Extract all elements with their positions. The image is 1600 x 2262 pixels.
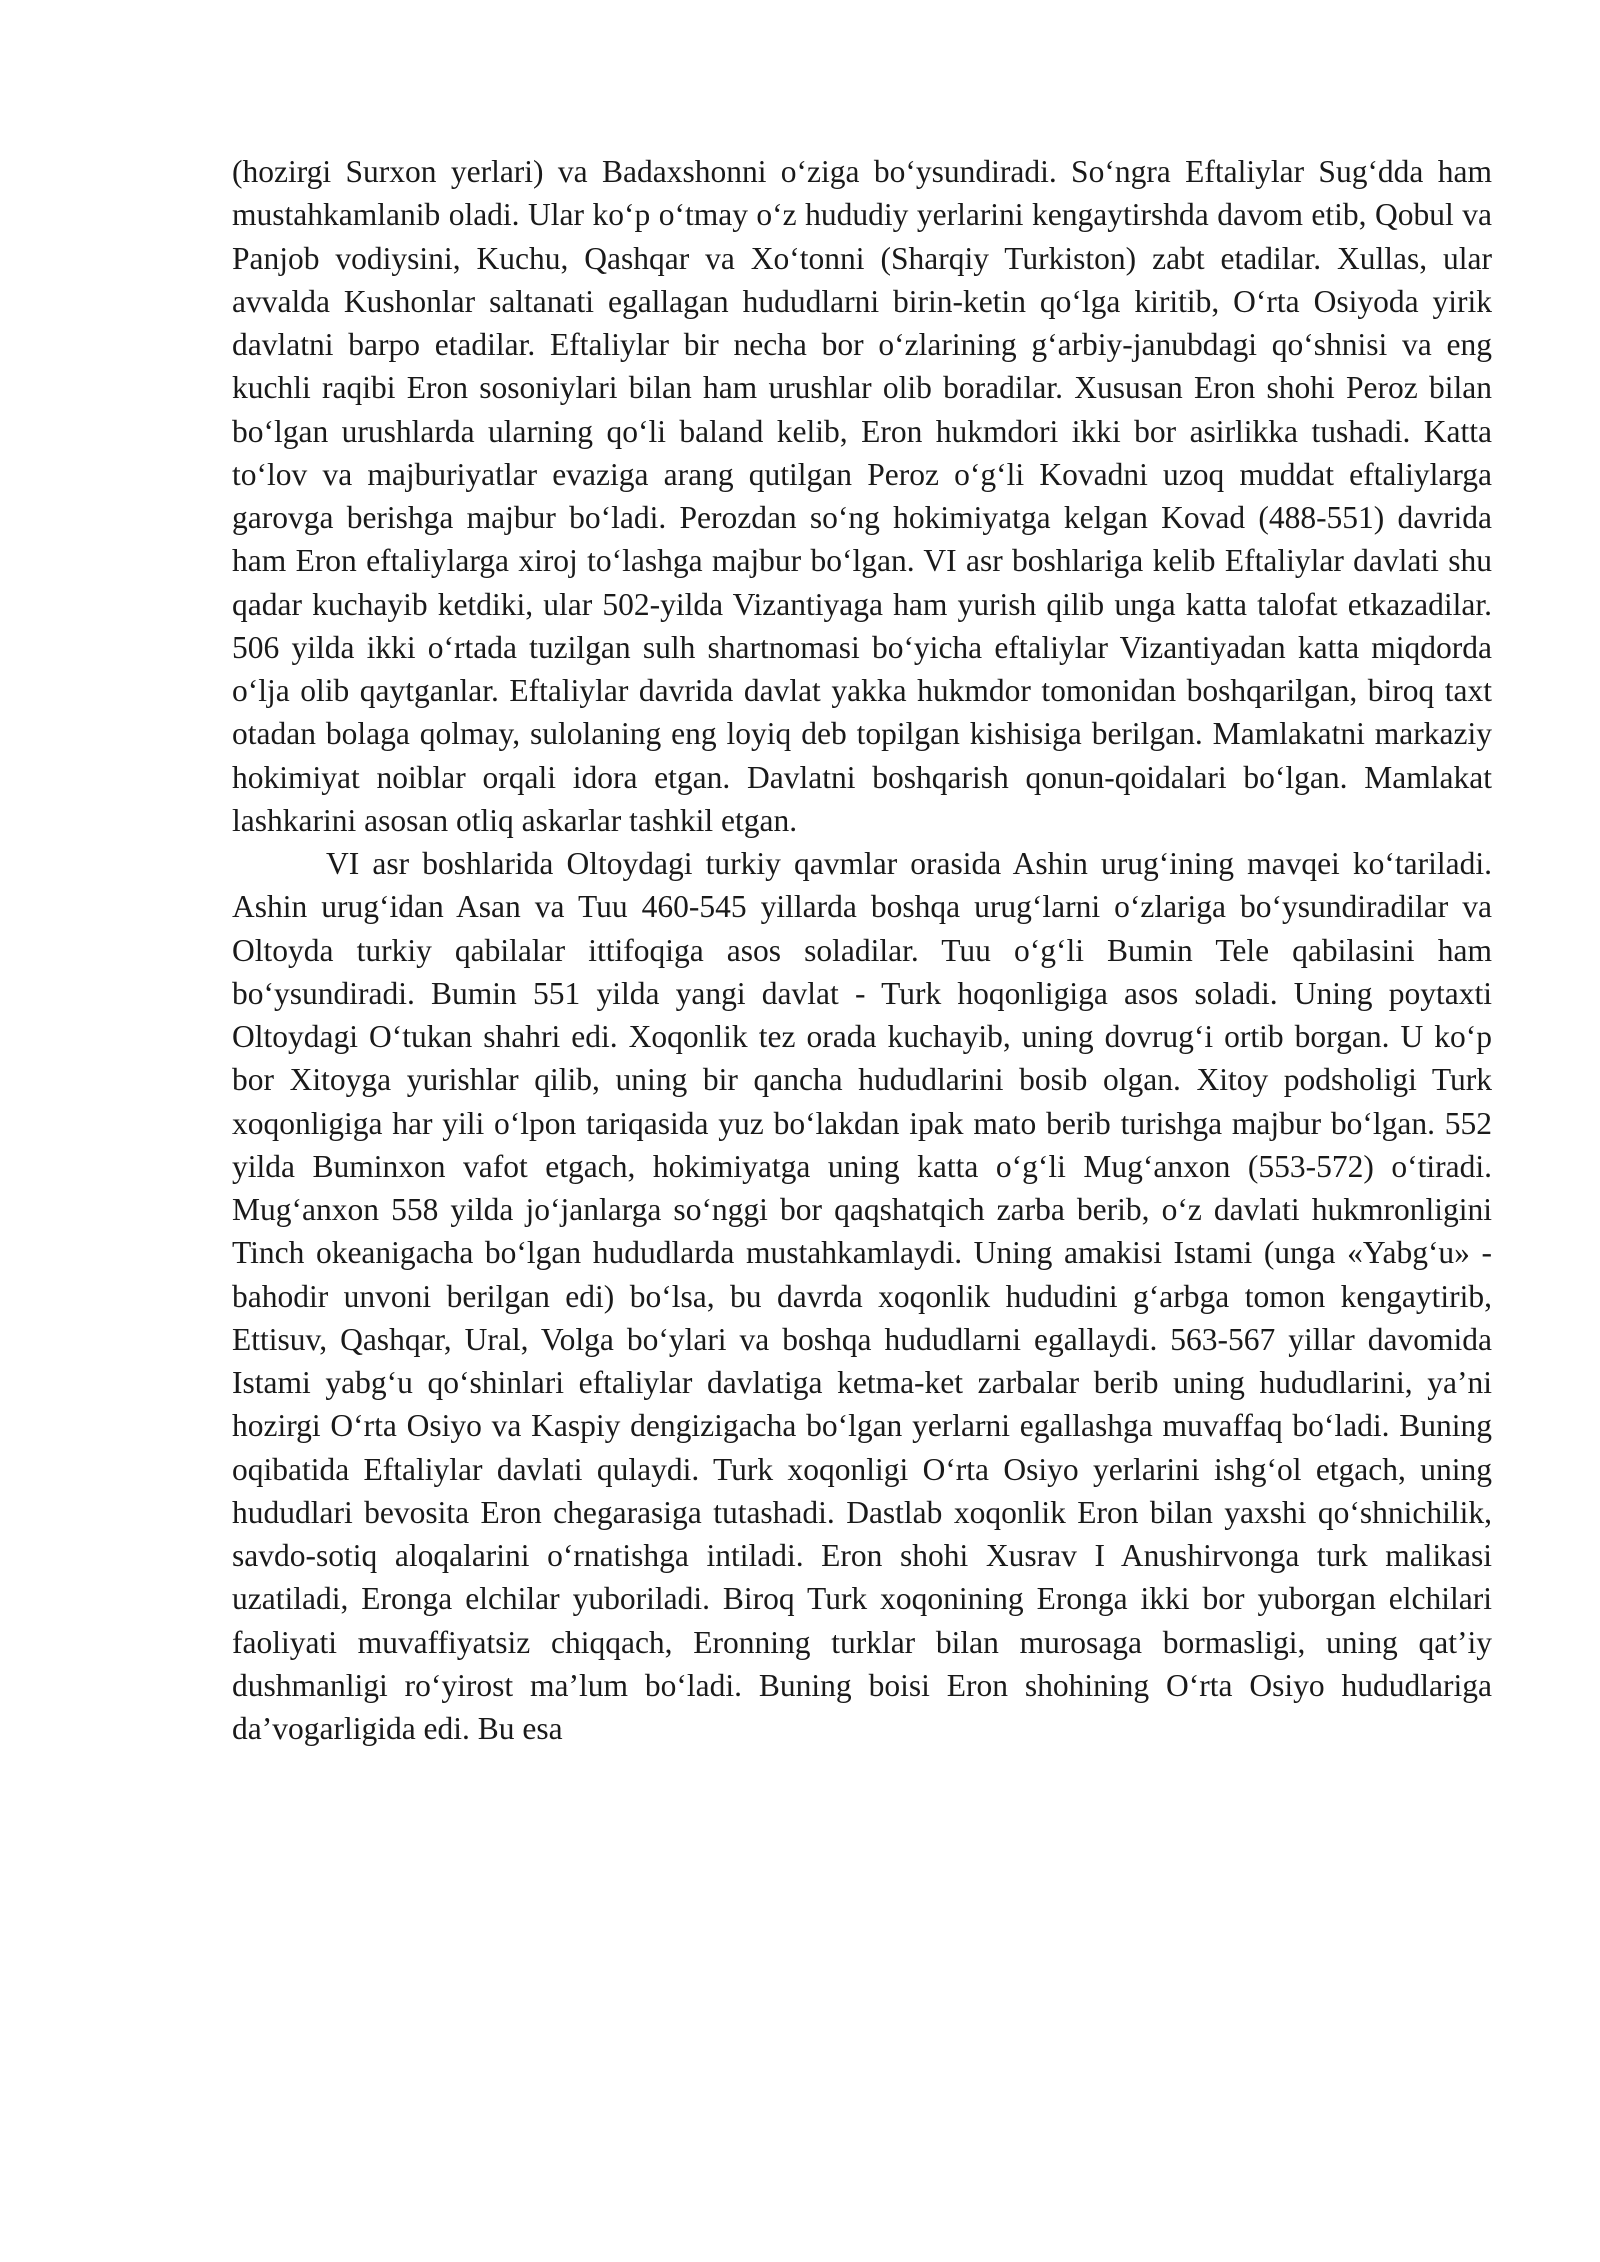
- paragraph-eftaliylar: (hozirgi Surxon yerlari) va Badaxshonni o‘ziga bo‘ysundiradi. So‘ngra Eftaliylar Sug‘dda ham mustahkamlanib oladi. Ular ko‘p o‘tmay o‘z hududiy yerlarini kengaytirshda davom etib, Qobul va Panjob vodiysini, Kuchu, Qashqar va Xo‘tonni (Sharqiy Turkiston) zabt etadilar. Xullas, ular avvalda Kushonlar saltanati egallagan hududlarni birin-ketin qo‘lga kiritib, O‘rta Osiyoda yirik davlatni barpo etadilar. Eftaliylar bir necha bor o‘zlarining g‘arbiy-janubdagi qo‘shnisi va eng kuchli raqibi Eron sosoniylari bilan ham urushlar olib boradilar. Xususan Eron shohi Peroz bilan bo‘lgan urushlarda ularning qo‘li baland kelib, Eron hukmdori ikki bor asirlikka tushadi. Katta to‘lov va majburiyatlar evaziga arang qutilgan Peroz o‘g‘li Kovadni uzoq muddat eftaliylarga garovga berishga majbur bo‘ladi. Perozdan so‘ng hokimiyatga kelgan Kovad (488-551) davrida ham Eron eftaliylarga xiroj to‘lashga majbur bo‘lgan. VI asr boshlariga kelib Eftaliylar davlati shu qadar kuchayib ketdiki, ular 502-yilda Vizantiyaga ham yurish qilib unga katta talofat etkazadilar. 506 yilda ikki o‘rtada tuzilgan sulh shartnomasi bo‘yicha eftaliylar Vizantiyadan katta miqdorda o‘lja olib qaytganlar. Eftaliylar davrida davlat yakka hukmdor tomonidan boshqarilgan, biroq taxt otadan bolaga qolmay, sulolaning eng loyiq deb topilgan kishisiga berilgan. Mamlakatni markaziy hokimiyat noiblar orqali idora etgan. Davlatni boshqarish qonun-qoidalari bo‘lgan. Mamlakat lashkarini asosan otliq askarlar tashkil etgan.: [232, 154, 1492, 838]
- document-page: [232, 150, 1492, 1750]
- paragraph-turk-xoqonligi: VI asr boshlarida Oltoydagi turkiy qavmlar orasida Ashin urug‘ining mavqei ko‘tariladi. Ashin urug‘idan Asan va Tuu 460-545 yillarda boshqa urug‘larni o‘zlariga bo‘ysundiradilar va Oltoyda turkiy qabilalar ittifoqiga asos soladilar. Tuu o‘g‘li Bumin Tele qabilasini ham bo‘ysundiradi. Bumin 551 yilda yangi davlat - Turk hoqonligiga asos soladi. Uning poytaxti Oltoydagi O‘tukan shahri edi. Xoqonlik tez orada kuchayib, uning dovrug‘i ortib borgan. U ko‘p bor Xitoyga yurishlar qilib, uning bir qancha hududlarini bosib olgan. Xitoy podsholigi Turk xoqonligiga har yili o‘lpon tariqasida yuz bo‘lakdan ipak mato berib turishga majbur bo‘lgan. 552 yilda Buminxon vafot etgach, hokimiyatga uning katta o‘g‘li Mug‘anxon (553-572) o‘tiradi. Mug‘anxon 558 yilda jo‘janlarga so‘nggi bor qaqshatqich zarba berib, o‘z davlati hukmronligini Tinch okeanigacha bo‘lgan hududlarda mustahkamlaydi. Uning amakisi Istami (unga «Yabg‘u» - bahodir unvoni berilgan edi) bo‘lsa, bu davrda xoqonlik hududini g‘arbga tomon kengaytirib, Ettisuv, Qashqar, Ural, Volga bo‘ylari va boshqa hududlarni egallaydi. 563-567 yillar davomida Istami yabg‘u qo‘shinlari eftaliylar davlatiga ketma-ket zarbalar berib uning hududlarini, ya’ni hozirgi O‘rta Osiyo va Kaspiy dengizigacha bo‘lgan yerlarni egallashga muvaffaq bo‘ladi. Buning oqibatida Eftaliylar davlati qulaydi. Turk xoqonligi O‘rta Osiyo yerlarini ishg‘ol etgach, uning hududlari bevosita Eron chegarasiga tutashadi. Dastlab xoqonlik Eron bilan yaxshi qo‘shnichilik, savdo-sotiq aloqalarini o‘rnatishga intiladi. Eron shohi Xusrav I Anushirvonga turk malikasi uzatiladi, Eronga elchilar yuboriladi. Biroq Turk xoqonining Eronga ikki bor yuborgan elchilari faoliyati muvaffiyatsiz chiqqach, Eronning turklar bilan murosaga bormasligi, uning qat’iy dushmanligi ro‘yirost ma’lum bo‘ladi. Buning boisi Eron shohining O‘rta Osiyo hududlariga da’vogarligida edi. Bu esa: [232, 846, 1492, 1746]
